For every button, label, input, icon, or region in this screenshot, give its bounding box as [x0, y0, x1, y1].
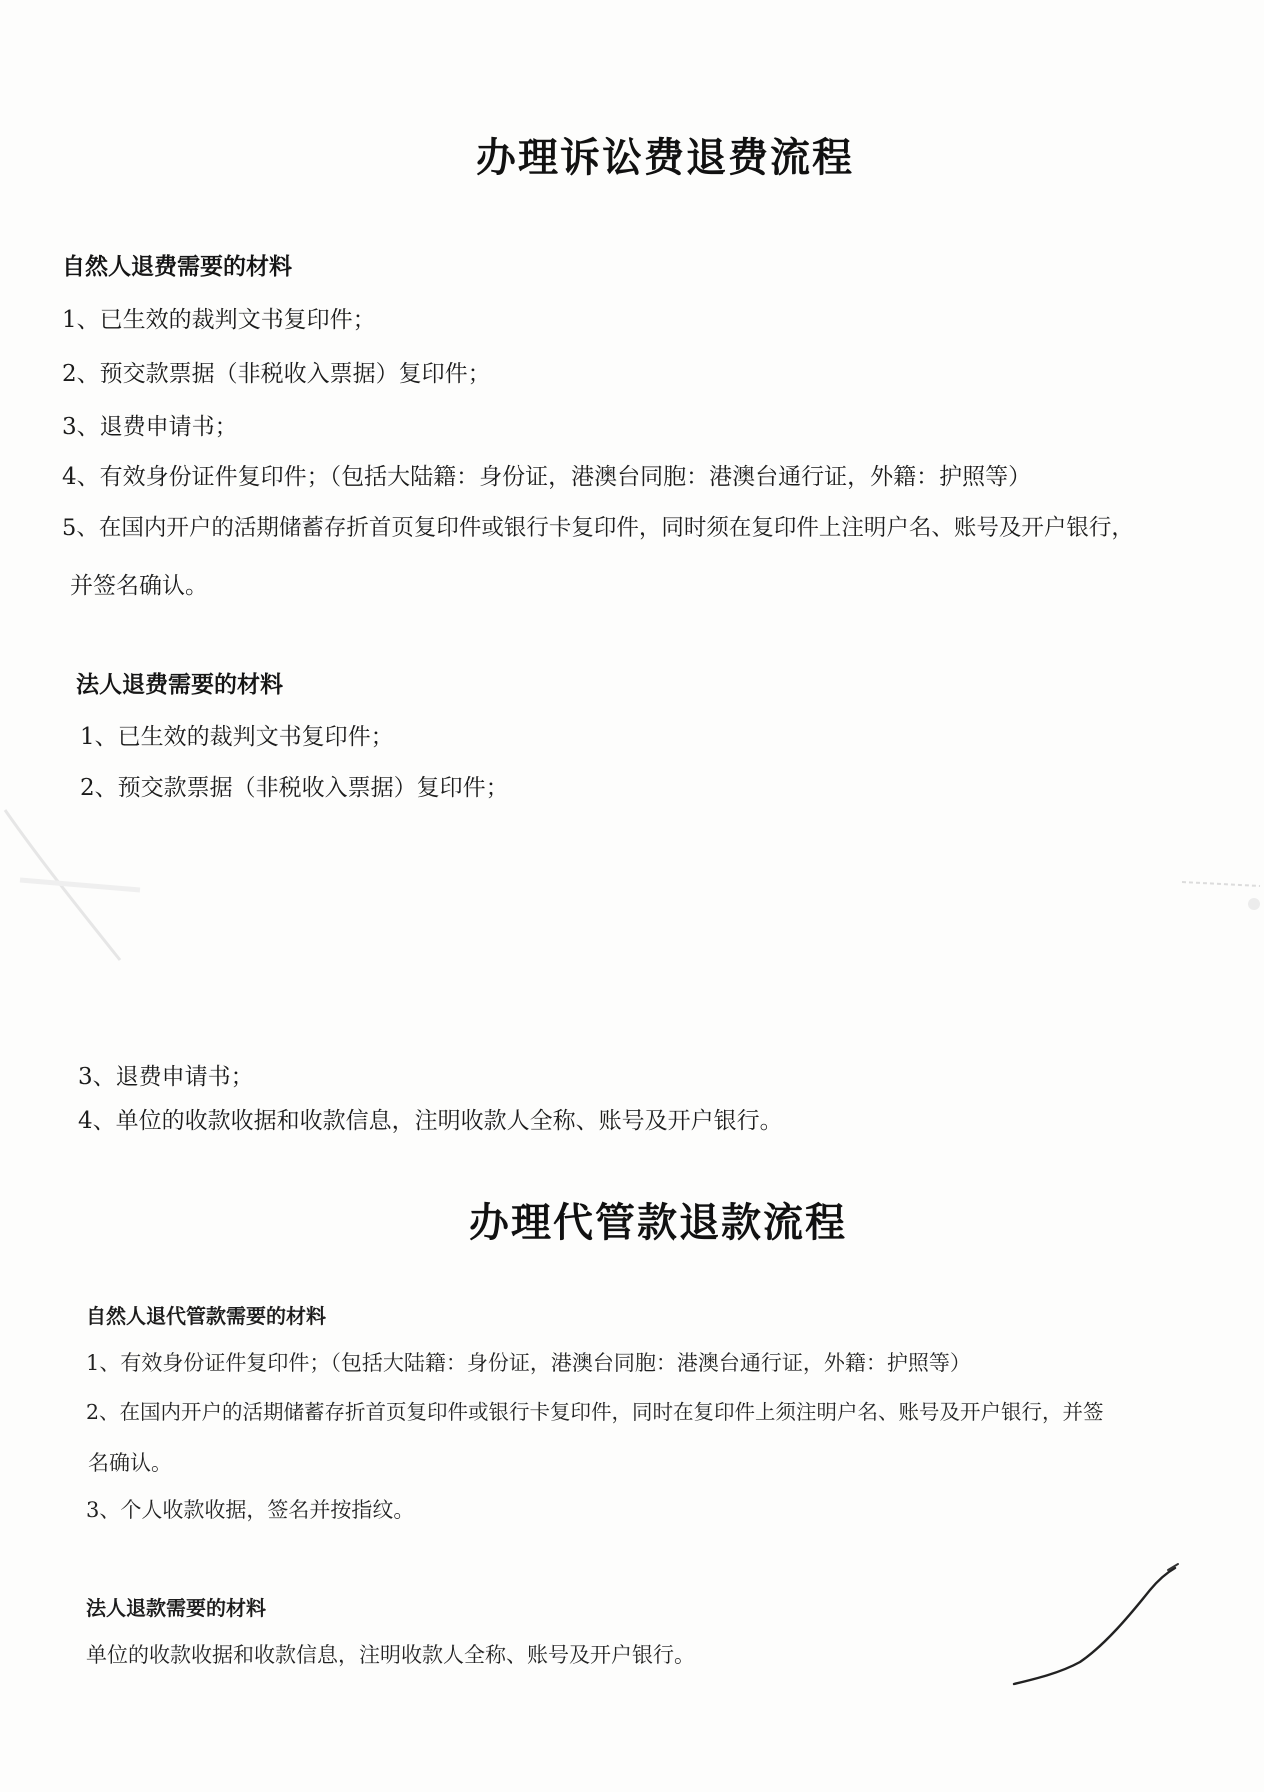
- section1-natural-item-4: 4、有效身份证件复印件；（包括大陆籍：身份证，港澳台同胞：港澳台通行证，外籍：护照等）: [62, 464, 1032, 490]
- section1-natural-item-5: 5、在国内开户的活期储蓄存折首页复印件或银行卡复印件，同时须在复印件上注明户名、账号及开户银行，: [62, 515, 1134, 541]
- section1-legal-item-3: 3、退费申请书；: [78, 1064, 254, 1090]
- section1-legal-item-1: 1、已生效的裁判文书复印件；: [80, 724, 394, 750]
- section2-natural-heading: 自然人退代管款需要的材料: [86, 1304, 326, 1328]
- section1-natural-item-5-cont: 并签名确认。: [70, 573, 208, 599]
- section1-title: 办理诉讼费退费流程: [476, 134, 854, 181]
- section2-legal-item-1: 单位的收款收据和收款信息，注明收款人全称、账号及开户银行。: [86, 1643, 695, 1667]
- scan-artifact-left: [0, 800, 180, 1000]
- section1-natural-item-2: 2、预交款票据（非税收入票据）复印件；: [62, 361, 491, 387]
- section2-natural-item-1: 1、有效身份证件复印件；（包括大陆籍：身份证，港澳台同胞：港澳台通行证，外籍：护照等）: [86, 1351, 971, 1375]
- section2-natural-item-2: 2、在国内开户的活期储蓄存折首页复印件或银行卡复印件，同时在复印件上须注明户名、账号及开户银行，并签: [86, 1400, 1104, 1424]
- section2-natural-item-3: 3、个人收款收据，签名并按指纹。: [86, 1498, 415, 1522]
- section1-legal-heading: 法人退费需要的材料: [76, 671, 283, 698]
- scan-artifact-right: [1180, 870, 1264, 930]
- section2-natural-item-2-cont: 名确认。: [88, 1451, 172, 1475]
- section2-legal-heading: 法人退款需要的材料: [86, 1596, 266, 1620]
- section1-natural-item-3: 3、退费申请书；: [62, 414, 238, 440]
- section2-title: 办理代管款退款流程: [469, 1199, 847, 1246]
- pen-stroke-mark: [1000, 1560, 1200, 1690]
- section1-natural-heading: 自然人退费需要的材料: [62, 253, 292, 280]
- section1-legal-item-4: 4、单位的收款收据和收款信息，注明收款人全称、账号及开户银行。: [78, 1108, 783, 1134]
- section1-natural-item-1: 1、已生效的裁判文书复印件；: [62, 307, 376, 333]
- section1-legal-item-2: 2、预交款票据（非税收入票据）复印件；: [80, 775, 509, 801]
